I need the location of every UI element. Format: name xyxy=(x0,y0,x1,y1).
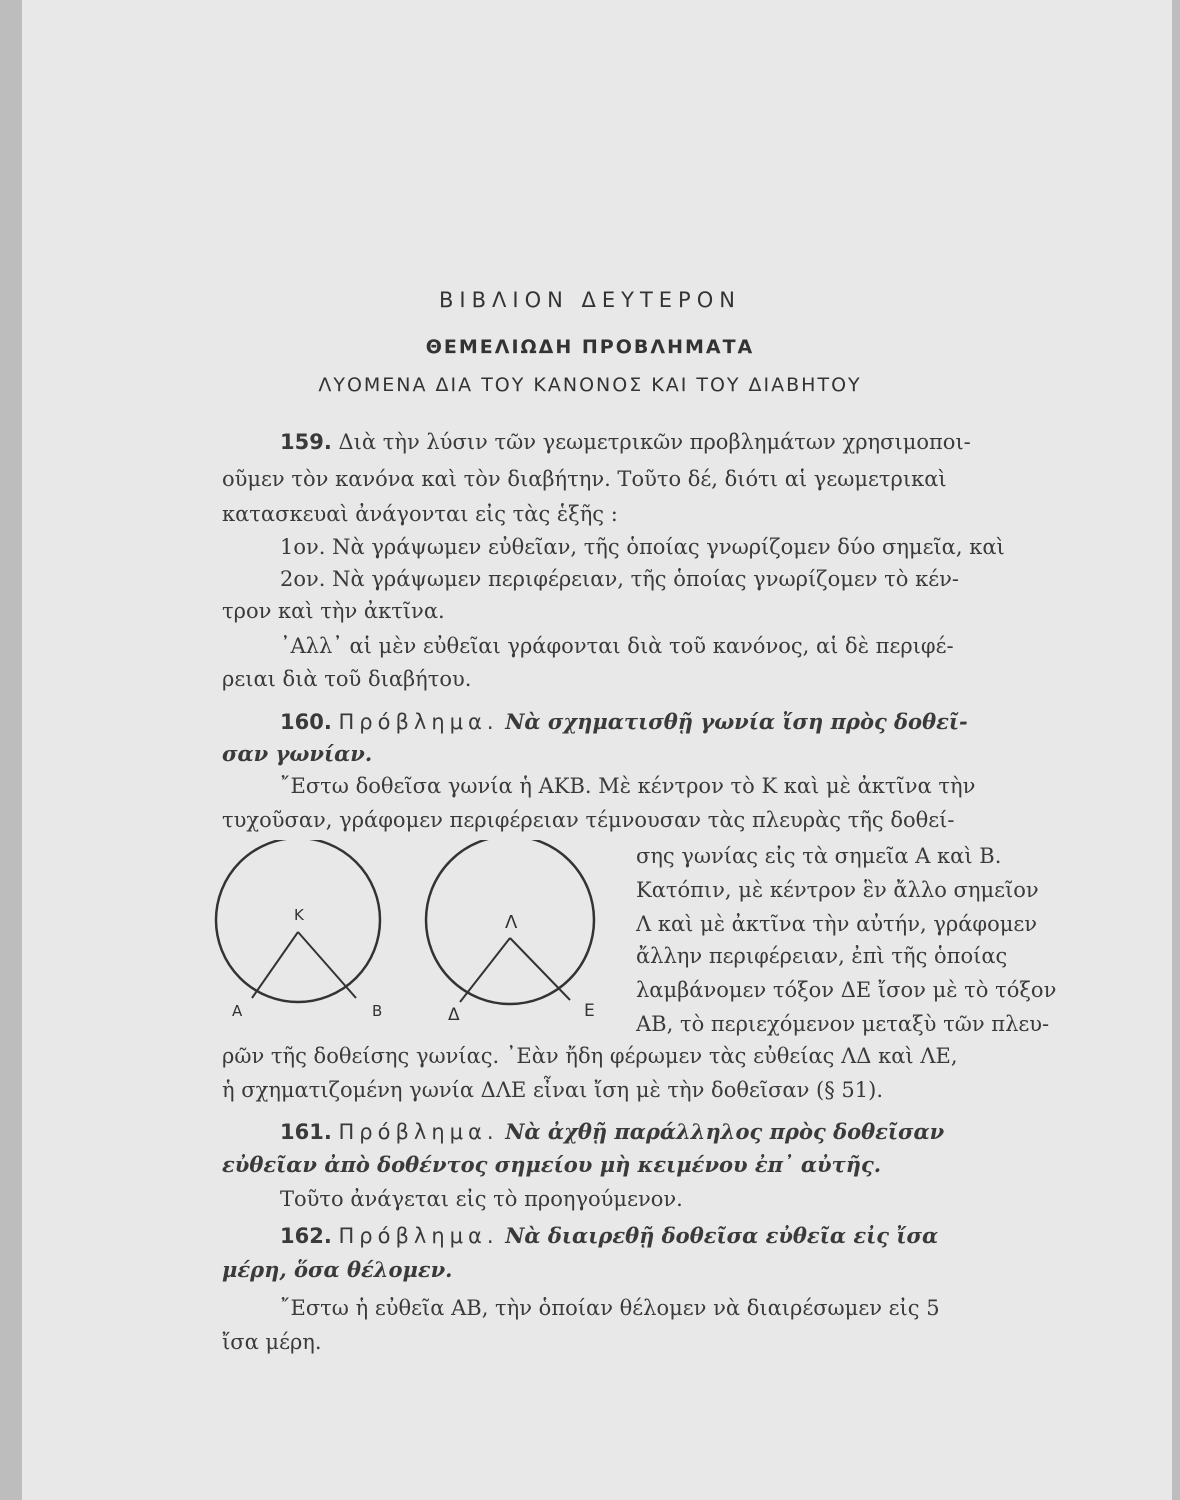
s159-line2: οῦμεν τὸν κανόνα καὶ τὸν διαβήτην. Τοῦτο δέ, διότι αἱ γεωμετρικαὶ xyxy=(222,467,947,491)
s160-p4: Κατόπιν, μὲ κέντρον ἓν ἄλλο σημεῖον xyxy=(636,878,1039,902)
s159-line1 xyxy=(280,428,971,456)
s160-p9: ρῶν τῆς δοθείσης γωνίας. ᾿Εὰν ἤδη φέρωμεν τὰς εὐθείας ΛΔ καὶ ΛΕ, xyxy=(222,1044,958,1068)
label-b: Β xyxy=(372,1002,383,1020)
label-e: Ε xyxy=(584,1001,595,1021)
ray-kb xyxy=(298,932,356,998)
s162-heading xyxy=(280,1222,938,1250)
s160-statement2: σαν γωνίαν. xyxy=(222,741,373,766)
label-a: Α xyxy=(232,1002,243,1020)
label-k: Κ xyxy=(294,906,304,924)
s159-item2b: τρον καὶ τὴν ἀκτῖνα. xyxy=(222,599,445,623)
s159-note1: ᾿Αλλ᾿ αἱ μὲν εὐθεῖαι γράφονται διὰ τοῦ κανόνος, αἱ δὲ περιφέ- xyxy=(280,634,954,658)
s162-p1: ῎Εστω ἡ εὐθεῖα ΑΒ, τὴν ὁποίαν θέλομεν νὰ διαιρέσωμεν εἰς 5 xyxy=(280,1296,940,1320)
s160-p2: τυχοῦσαν, γράφομεν περιφέρειαν τέμνουσαν τὰς πλευρὰς τῆς δοθεί- xyxy=(222,808,955,832)
ray-ld xyxy=(460,938,510,1002)
s159-text1: Διὰ τὴν λύσιν τῶν γεωμετρικῶν προβλημάτων χρησιμοποι- xyxy=(338,430,971,454)
label-d: Δ xyxy=(448,1005,460,1025)
s161-heading xyxy=(280,1118,944,1146)
s159-item2a: 2ον. Νὰ γράψωμεν περιφέρειαν, τῆς ὁποίας γνωρίζομεν τὸ κέν- xyxy=(280,567,959,591)
angle-figure xyxy=(200,840,620,1030)
label-l: Λ xyxy=(505,912,518,933)
s162-number: 162. xyxy=(280,1224,332,1248)
s161-statement1: Νὰ ἀχθῇ παράλληλος πρὸς δοθεῖσαν xyxy=(505,1119,945,1144)
s161-label: Πρόβλημα. xyxy=(338,1120,499,1144)
s159-line3: κατασκευαὶ ἀνάγονται εἰς τὰς ἑξῆς : xyxy=(222,502,618,526)
s161-statement2: εὐθεῖαν ἀπὸ δοθέντος σημείου μὴ κειμένου ἐπ᾿ αὐτῆς. xyxy=(222,1152,882,1177)
ray-le xyxy=(510,938,570,1000)
s159-note2: ρειαι διὰ τοῦ διαβήτου. xyxy=(222,667,472,691)
s162-label: Πρόβλημα. xyxy=(338,1224,499,1248)
s160-p3: σης γωνίας εἰς τὰ σημεῖα Α καὶ Β. xyxy=(636,844,1002,868)
s160-p8: ΑΒ, τὸ περιεχόμενον μεταξὺ τῶν πλευ- xyxy=(636,1012,1050,1036)
page xyxy=(22,0,1172,1500)
s160-p1: ῎Εστω δοθεῖσα γωνία ἡ ΑΚΒ. Μὲ κέντρον τὸ Κ καὶ μὲ ἀκτῖνα τὴν xyxy=(280,774,976,798)
s160-statement1: Νὰ σχηματισθῇ γωνία ἴση πρὸς δοθεῖ- xyxy=(505,709,968,734)
s162-p2: ἴσα μέρη. xyxy=(222,1330,322,1354)
s160-p10: ἡ σχηματιζομένη γωνία ΔΛΕ εἶναι ἴση μὲ τὴν δοθεῖσαν (§ 51). xyxy=(222,1078,884,1102)
s159-number: 159. xyxy=(280,430,332,454)
s162-statement1: Νὰ διαιρεθῇ δοθεῖσα εὐθεῖα εἰς ἴσα xyxy=(505,1223,939,1248)
s160-heading xyxy=(280,708,968,736)
s160-p5: Λ καὶ μὲ ἀκτῖνα τὴν αὐτήν, γράφομεν xyxy=(636,912,1038,936)
s160-number: 160. xyxy=(280,710,332,734)
chapter-subtitle: ΛΥΟΜΕΝΑ ΔΙΑ ΤΟΥ ΚΑΝΟΝΟΣ ΚΑΙ ΤΟΥ ΔΙΑΒΗΤΟΥ xyxy=(318,374,862,396)
s160-label: Πρόβλημα. xyxy=(338,710,499,734)
book-title: ΒΙΒΛΙΟΝ ΔΕΥΤΕΡΟΝ xyxy=(439,288,741,312)
s159-item1: 1ον. Νὰ γράψωμεν εὐθεῖαν, τῆς ὁποίας γνωρίζομεν δύο σημεῖα, καὶ xyxy=(280,535,1005,559)
ray-ka xyxy=(252,932,298,998)
chapter-title: ΘΕΜΕΛΙΩΔΗ ΠΡΟΒΛΗΜΑΤΑ xyxy=(425,336,755,358)
s162-statement2: μέρη, ὅσα θέλομεν. xyxy=(222,1257,453,1282)
s161-number: 161. xyxy=(280,1120,332,1144)
s161-p1: Τοῦτο ἀνάγεται εἰς τὸ προηγούμενον. xyxy=(280,1187,683,1211)
s160-p6: ἄλλην περιφέρειαν, ἐπὶ τῆς ὁποίας xyxy=(636,944,1008,968)
s160-p7: λαμβάνομεν τόξον ΔΕ ἴσον μὲ τὸ τόξον xyxy=(636,978,1057,1002)
